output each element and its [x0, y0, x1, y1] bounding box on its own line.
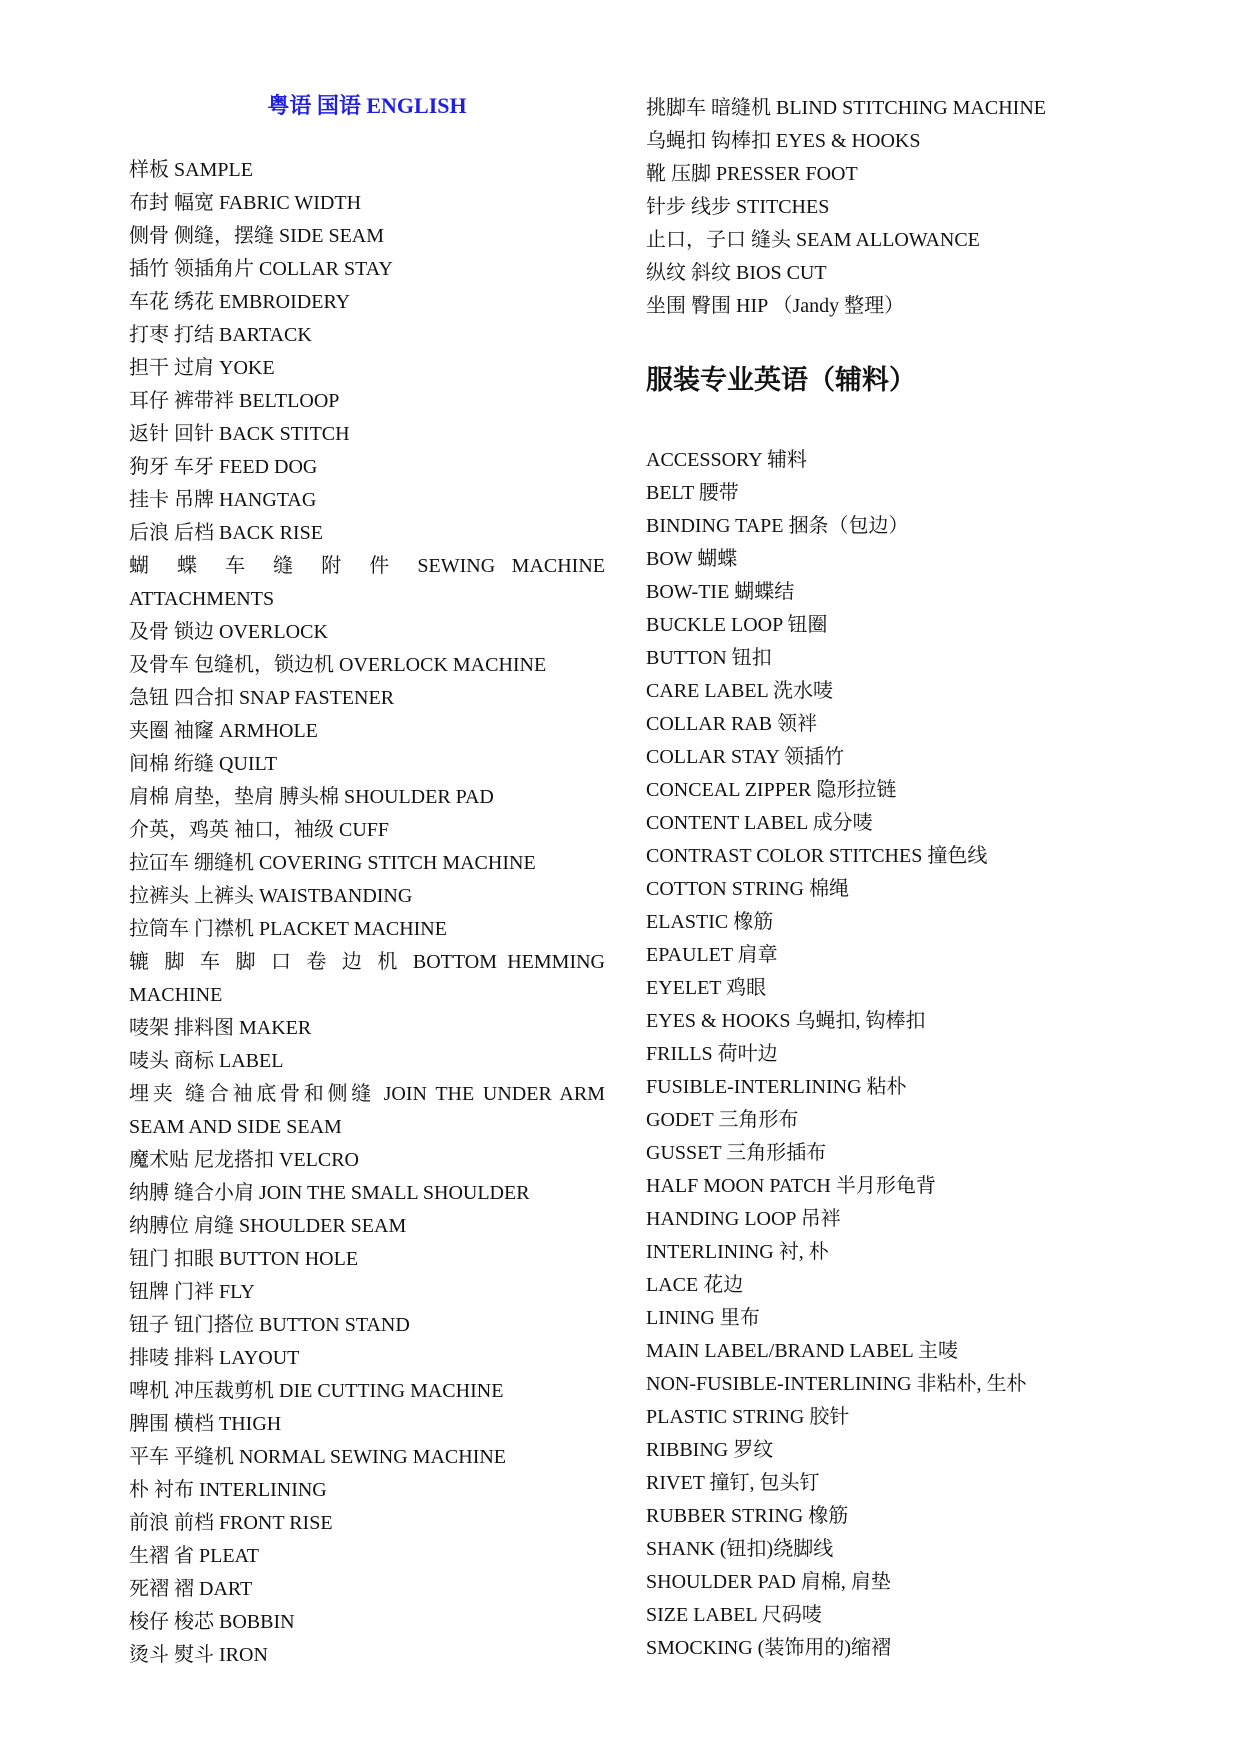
- glossary-entry: HALF MOON PATCH 半月形龟背: [646, 1175, 936, 1197]
- left-heading: 粤语 国语 ENGLISH: [267, 93, 467, 118]
- glossary-entry: 纳膊 缝合小肩 JOIN THE SMALL SHOULDER: [129, 1182, 530, 1204]
- glossary-entry: LINING 里布: [646, 1307, 760, 1329]
- glossary-entry: 狗牙 车牙 FEED DOG: [129, 456, 318, 478]
- glossary-entry: 侧骨 侧缝，摆缝 SIDE SEAM: [129, 225, 385, 247]
- glossary-entry: COTTON STRING 棉绳: [646, 878, 849, 900]
- glossary-entry: 梭仔 梭芯 BOBBIN: [129, 1611, 295, 1633]
- glossary-entry: 打枣 打结 BARTACK: [129, 324, 312, 346]
- glossary-entry: 插竹 领插角片 COLLAR STAY: [129, 258, 393, 280]
- glossary-entry: LACE 花边: [646, 1274, 744, 1296]
- glossary-entry: 埋夹 缝合袖底骨和侧缝 JOIN THE UNDER ARM: [129, 1083, 605, 1105]
- glossary-entry: 钮门 扣眼 BUTTON HOLE: [129, 1248, 359, 1270]
- glossary-entry: 车花 绣花 EMBROIDERY: [129, 291, 351, 313]
- glossary-entry: 平车 平缝机 NORMAL SEWING MACHINE: [129, 1446, 507, 1468]
- glossary-entry: 前浪 前档 FRONT RISE: [129, 1512, 333, 1534]
- glossary-entry: 间棉 绗缝 QUILT: [129, 753, 278, 775]
- glossary-entry: PLASTIC STRING 胶针: [646, 1406, 850, 1428]
- glossary-entry: MACHINE: [129, 984, 223, 1006]
- glossary-entry: RUBBER STRING 橡筋: [646, 1505, 849, 1527]
- glossary-entry: EYES & HOOKS 乌蝇扣, 钩棒扣: [646, 1010, 926, 1032]
- glossary-entry: FUSIBLE-INTERLINING 粘朴: [646, 1076, 907, 1098]
- glossary-entry: 唛架 排料图 MAKER: [129, 1017, 312, 1039]
- glossary-entry: SEAM AND SIDE SEAM: [129, 1116, 342, 1138]
- glossary-entry: 朴 衬布 INTERLINING: [129, 1479, 327, 1501]
- accessory-glossary-list: [646, 444, 1116, 1665]
- glossary-entry: 挂卡 吊牌 HANGTAG: [129, 489, 317, 511]
- glossary-entry: MAIN LABEL/BRAND LABEL 主唛: [646, 1340, 959, 1362]
- glossary-entry: ACCESSORY 辅料: [646, 449, 807, 471]
- glossary-entry: FRILLS 荷叶边: [646, 1043, 778, 1065]
- glossary-entry: 烫斗 熨斗 IRON: [129, 1644, 268, 1666]
- glossary-entry: 钮牌 门袢 FLY: [129, 1281, 255, 1303]
- glossary-entry: BOW-TIE 蝴蝶结: [646, 581, 795, 603]
- glossary-entry: GODET 三角形布: [646, 1109, 799, 1131]
- glossary-entry: CONTRAST COLOR STITCHES 撞色线: [646, 845, 988, 867]
- glossary-entry: RIVET 撞钉, 包头钉: [646, 1472, 820, 1494]
- glossary-entry: 钮子 钮门搭位 BUTTON STAND: [129, 1314, 410, 1336]
- glossary-entry: 辘 脚 车 脚 口 卷 边 机 BOTTOM HEMMING: [129, 951, 605, 973]
- glossary-entry: BUTTON 钮扣: [646, 647, 772, 669]
- glossary-entry: BINDING TAPE 捆条（包边）: [646, 515, 909, 537]
- glossary-entry: BELT 腰带: [646, 482, 739, 504]
- glossary-entry: HANDING LOOP 吊袢: [646, 1208, 841, 1230]
- glossary-entry: CONTENT LABEL 成分唛: [646, 812, 873, 834]
- glossary-entry: 蝴 蝶 车 缝 附 件 SEWING MACHINE: [129, 555, 605, 577]
- glossary-entry: NON-FUSIBLE-INTERLINING 非粘朴, 生朴: [646, 1373, 1027, 1395]
- glossary-entry: 纳膊位 肩缝 SHOULDER SEAM: [129, 1215, 407, 1237]
- glossary-entry: 耳仔 裤带袢 BELTLOOP: [129, 390, 340, 412]
- glossary-entry: 坐围 臀围 HIP （Jandy 整理）: [646, 295, 905, 317]
- glossary-entry: COLLAR RAB 领袢: [646, 713, 818, 735]
- glossary-entry: 肩棉 肩垫，垫肩 膊头棉 SHOULDER PAD: [129, 786, 494, 808]
- glossary-entry: CARE LABEL 洗水唛: [646, 680, 834, 702]
- glossary-entry: EPAULET 肩章: [646, 944, 778, 966]
- glossary-entry: SMOCKING (装饰用的)缩褶: [646, 1637, 891, 1659]
- right-glossary-list: [646, 92, 1116, 323]
- glossary-entry: 返针 回针 BACK STITCH: [129, 423, 350, 445]
- glossary-entry: BUCKLE LOOP 钮圈: [646, 614, 828, 636]
- glossary-entry: CONCEAL ZIPPER 隐形拉链: [646, 779, 897, 801]
- glossary-entry: 担干 过肩 YOKE: [129, 357, 275, 379]
- glossary-entry: 生褶 省 PLEAT: [129, 1545, 259, 1567]
- glossary-entry: ATTACHMENTS: [129, 588, 275, 610]
- glossary-entry: RIBBING 罗纹: [646, 1439, 774, 1461]
- glossary-entry: 死褶 褶 DART: [129, 1578, 253, 1600]
- glossary-entry: 拉冚车 绷缝机 COVERING STITCH MACHINE: [129, 852, 536, 874]
- glossary-entry: 后浪 后档 BACK RISE: [129, 522, 323, 544]
- glossary-entry: 魔术贴 尼龙搭扣 VELCRO: [129, 1149, 359, 1171]
- glossary-entry: 针步 线步 STITCHES: [646, 196, 830, 218]
- glossary-entry: 靴 压脚 PRESSER FOOT: [646, 163, 858, 185]
- glossary-entry: 及骨车 包缝机，锁边机 OVERLOCK MACHINE: [129, 654, 547, 676]
- glossary-entry: 乌蝇扣 钩棒扣 EYES & HOOKS: [646, 130, 921, 152]
- glossary-entry: COLLAR STAY 领插竹: [646, 746, 845, 768]
- glossary-entry: 介英，鸡英 袖口，袖级 CUFF: [129, 819, 390, 841]
- glossary-entry: 样板 SAMPLE: [129, 159, 253, 181]
- accessory-section-title: 服装专业英语（辅料）: [646, 365, 916, 396]
- glossary-entry: 纵纹 斜纹 BIOS CUT: [646, 262, 827, 284]
- glossary-entry: 夹圈 袖窿 ARMHOLE: [129, 720, 318, 742]
- glossary-entry: 啤机 冲压裁剪机 DIE CUTTING MACHINE: [129, 1380, 504, 1402]
- glossary-entry: 拉筒车 门襟机 PLACKET MACHINE: [129, 918, 447, 940]
- glossary-entry: GUSSET 三角形插布: [646, 1142, 827, 1164]
- glossary-entry: 脾围 横档 THIGH: [129, 1413, 282, 1435]
- glossary-entry: BOW 蝴蝶: [646, 548, 738, 570]
- glossary-entry: EYELET 鸡眼: [646, 977, 767, 999]
- glossary-entry: 布封 幅宽 FABRIC WIDTH: [129, 192, 362, 214]
- glossary-entry: SHOULDER PAD 肩棉, 肩垫: [646, 1571, 891, 1593]
- glossary-entry: 排唛 排料 LAYOUT: [129, 1347, 300, 1369]
- glossary-entry: ELASTIC 橡筋: [646, 911, 774, 933]
- glossary-entry: INTERLINING 衬, 朴: [646, 1241, 829, 1263]
- glossary-entry: 唛头 商标 LABEL: [129, 1050, 284, 1072]
- glossary-entry: SHANK (钮扣)绕脚线: [646, 1538, 834, 1560]
- left-glossary-list: [129, 154, 605, 1672]
- glossary-entry: 止口，子口 缝头 SEAM ALLOWANCE: [646, 229, 980, 251]
- glossary-entry: 挑脚车 暗缝机 BLIND STITCHING MACHINE: [646, 97, 1046, 119]
- glossary-entry: 拉裤头 上裤头 WAISTBANDING: [129, 885, 413, 907]
- glossary-entry: SIZE LABEL 尺码唛: [646, 1604, 822, 1626]
- glossary-entry: 及骨 锁边 OVERLOCK: [129, 621, 328, 643]
- glossary-entry: 急钮 四合扣 SNAP FASTENER: [129, 687, 395, 709]
